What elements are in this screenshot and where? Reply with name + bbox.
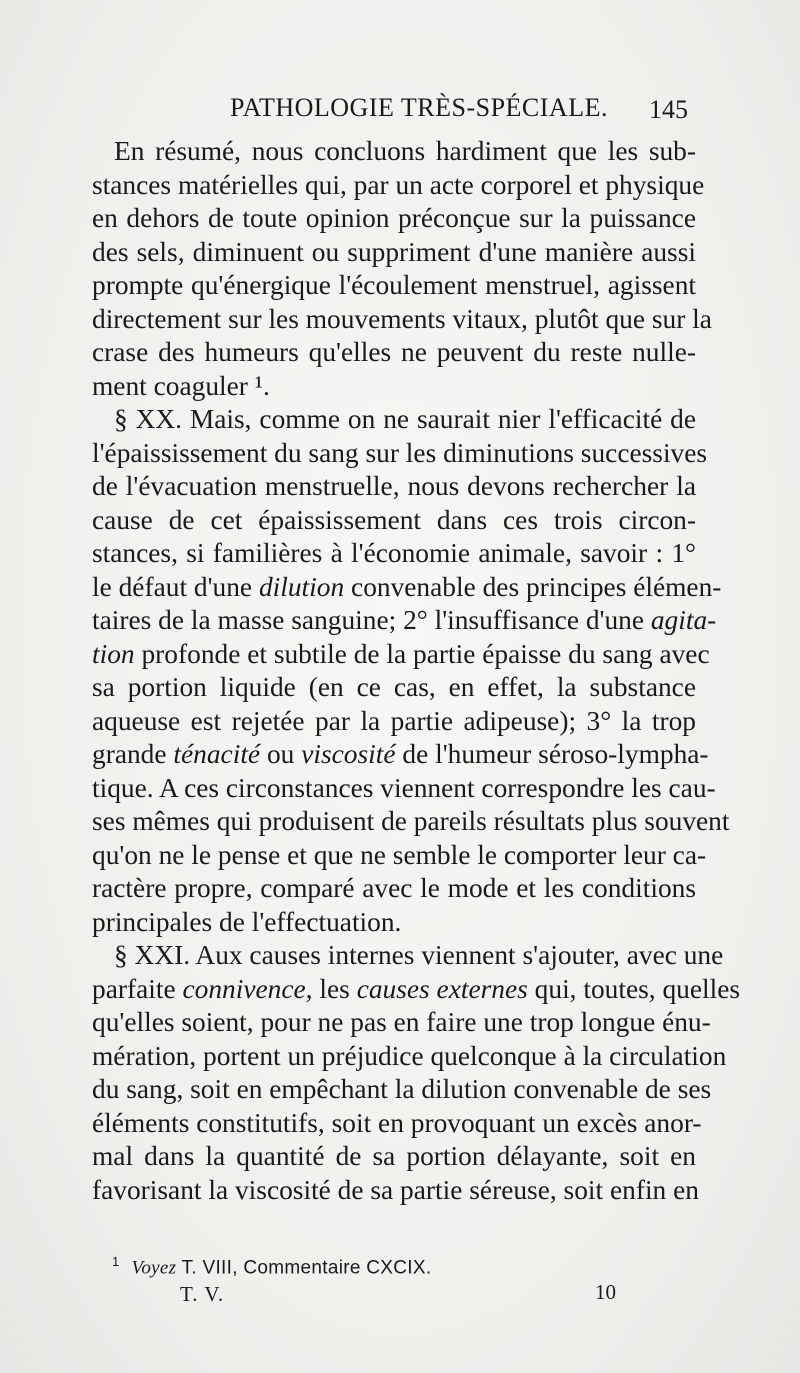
text-line: des sels, diminuent ou suppriment d'une manière aussi <box>92 236 696 267</box>
text-line: tion profonde et subtile de la partie épaisse du sang avec <box>92 638 710 669</box>
text-line: l'épaississement du sang sur les diminutions successives <box>92 437 708 468</box>
text-line: stances, si familières à l'économie animale, savoir : 1° <box>92 538 696 568</box>
text-line: ment coaguler ¹. <box>92 370 270 401</box>
text-line: prompte qu'énergique l'écoulement menstruel, agissent <box>92 270 696 300</box>
italic-term: causes externes <box>356 973 528 1004</box>
text-line: crase des humeurs qu'elles ne peuvent du reste nulle- <box>92 337 696 367</box>
signature-volume: T. V. <box>180 1282 225 1306</box>
page-number: 145 <box>649 95 688 124</box>
text-line: du sang, soit en empêchant la dilution convenable de ses <box>92 1074 712 1104</box>
text-line: tique. A ces circonstances viennent correspondre les cau- <box>92 772 716 803</box>
text-line: mération, portent un préjudice quelconque à la circulation <box>92 1040 727 1071</box>
text-line: principales de l'effectuation. <box>92 906 402 937</box>
text-line: favorisant la viscosité de sa partie séreuse, soit enfin en <box>92 1174 699 1205</box>
signature-sheet-number: 10 <box>595 1280 616 1304</box>
footnote-voyez: Voyez <box>131 1257 177 1279</box>
text-line: ractère propre, comparé avec le mode et les conditions <box>92 873 696 903</box>
footnote <box>112 1254 431 1279</box>
running-title: PATHOLOGIE TRÈS-SPÉCIALE. <box>230 93 608 122</box>
text-line: mal dans la quantité de sa portion délayante, soit en <box>92 1141 696 1171</box>
text-line: le défaut d'une dilution convenable des principes élémen- <box>92 571 722 602</box>
italic-term: dilution <box>258 571 345 602</box>
italic-term: ténacité <box>173 739 261 769</box>
italic-term: viscosité <box>301 739 396 769</box>
italic-term: agita- <box>650 605 717 635</box>
text-line: parfaite connivence, les causes externes qui, toutes, quelles <box>92 973 741 1004</box>
text-line: aqueuse est rejetée par la partie adipeuse); 3° la trop <box>92 705 696 736</box>
text-line: grande ténacité ou viscosité de l'humeur séroso-lympha- <box>92 739 709 769</box>
section-xx-heading-line: § XX. Mais, comme on ne saurait nier l'efficacité de <box>114 404 696 434</box>
text-line: qu'elles soient, pour ne pas en faire une trop longue énu- <box>92 1007 711 1037</box>
italic-term: connivence, <box>182 973 313 1004</box>
text-line: directement sur les mouvements vitaux, plutôt que sur la <box>92 303 712 334</box>
text-line: cause de cet épaississement dans ces trois circon- <box>92 504 696 535</box>
text-line: En résumé, nous concluons hardiment que les sub- <box>114 136 696 166</box>
text-line: en dehors de toute opinion préconçue sur la puissance <box>92 203 696 233</box>
text-line: ses mêmes qui produisent de pareils résultats plus souvent <box>92 806 730 836</box>
footnote-text: T. VIII, Commentaire CXCIX. <box>181 1257 432 1279</box>
text-line: éléments constitutifs, soit en provoquant un excès anor- <box>92 1107 702 1138</box>
page-header <box>92 93 688 133</box>
text-line: taires de la masse sanguine; 2° l'insuffisance d'une agita- <box>92 605 717 635</box>
text-line: sa portion liquide (en ce cas, en effet, la substance <box>92 672 696 702</box>
text-line: de l'évacuation menstruelle, nous devons rechercher la <box>92 471 696 501</box>
italic-term: tion <box>92 638 135 669</box>
text-line: qu'on ne le pense et que ne semble le comporter leur ca- <box>92 839 707 870</box>
footnote-marker: 1 <box>112 1254 120 1269</box>
section-xxi-heading-line: § XXI. Aux causes internes viennent s'ajouter, avec une <box>114 940 724 970</box>
body-text <box>92 135 741 1207</box>
text-line: stances matérielles qui, par un acte corporel et physique <box>92 169 705 200</box>
